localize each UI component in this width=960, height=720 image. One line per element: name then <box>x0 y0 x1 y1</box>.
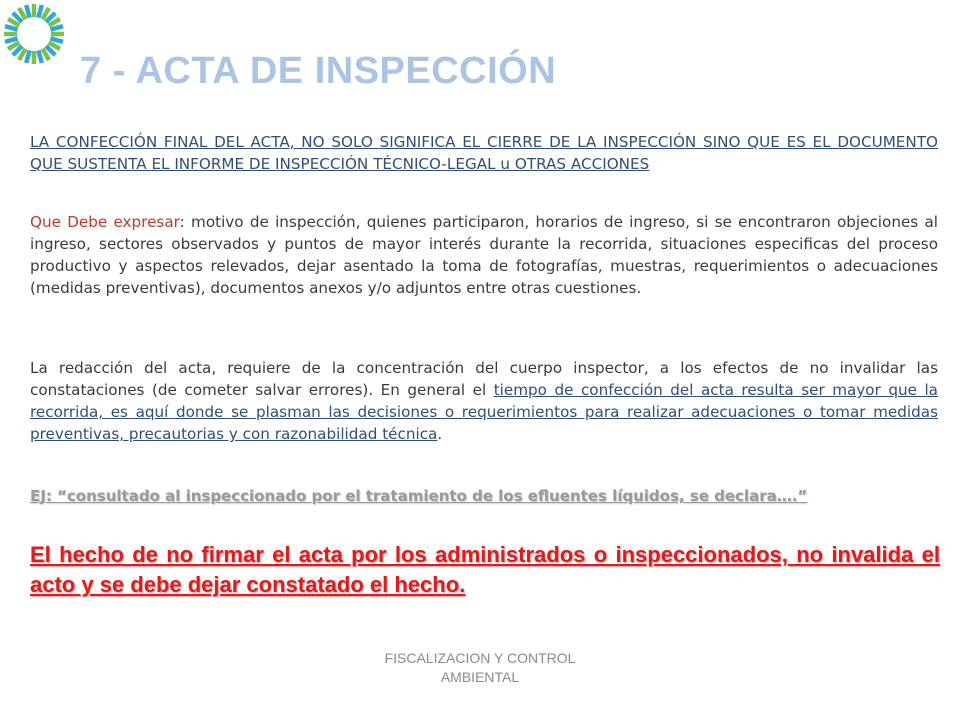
logo-ray <box>5 38 18 41</box>
redaction-end: . <box>437 425 443 443</box>
express-paragraph <box>30 211 938 299</box>
logo-ray <box>5 26 18 29</box>
footer-line-2: AMBIENTAL <box>440 669 520 685</box>
footer-line-1: FISCALIZACION Y CONTROL <box>384 650 576 666</box>
logo-ray <box>50 26 63 29</box>
intro-paragraph <box>30 131 938 175</box>
logo-ray <box>38 5 41 18</box>
logo-ray <box>50 38 63 41</box>
redaction-underlined: tiempo de confección del acta resulta ser mayor que la recorrida, es aquí donde se plasman las decisiones o requerimientos para realizar adecuaciones o tomar medidas preventivas, precautorias y con razonabilidad técnica <box>30 381 938 443</box>
slide-title: 7 - ACTA DE INSPECCIÓN <box>80 50 557 92</box>
express-label: Que Debe expresar <box>30 213 180 231</box>
logo-ray <box>38 50 41 63</box>
redaction-paragraph <box>30 357 938 445</box>
logo-ray <box>26 5 29 18</box>
red-note: El hecho de no firmar el acta por los administrados o inspeccionados, no invalida el acto y se debe dejar constatado el hecho. <box>30 542 940 597</box>
footer <box>340 649 620 687</box>
intro-text: LA CONFECCIÓN FINAL DEL ACTA, NO SOLO SIGNIFICA EL CIERRE DE LA INSPECCIÓN SINO QUE ES EL DOCUMENTO QUE SUSTENTA EL INFORME DE INSPECCIÓN TÉCNICO-LEGAL u OTRAS ACCIONES <box>30 133 938 173</box>
redaction-text: La redacción del acta, requiere de la concentración del cuerpo inspector, a los efectos de no invalidar las constataciones (de cometer salvar errores). En general el <box>30 359 938 399</box>
example-text: EJ: “consultado al inspeccionado por el tratamiento de los efluentes líquidos, se declara….” <box>30 487 808 505</box>
express-text: : motivo de inspección, quienes participaron, horarios de ingreso, si se encontraron objeciones al ingreso, sectores observados y puntos de mayor interés durante la recorrida, situaciones especificas del proceso productivo y aspectos relevados, dejar asentado la toma de fotografías, muestras, requerimientos o adecuaciones (medidas preventivas), documentos anexos y/o adjuntos entre otras cuestiones. <box>30 213 938 297</box>
logo-ray <box>26 50 29 63</box>
sunburst-logo-icon <box>2 2 66 66</box>
